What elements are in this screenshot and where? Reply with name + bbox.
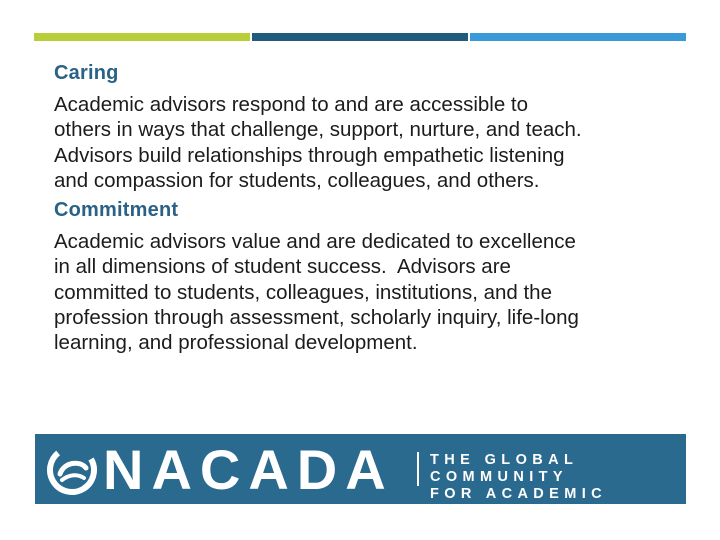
text-line: Academic advisors respond to and are accessible to [54,93,529,116]
logo-divider [417,452,419,486]
nacada-wordmark: NACADA [103,438,394,501]
text-line: Advisors build relationships through empathetic listening [54,143,565,167]
accent-bar-navy [252,33,468,41]
accent-bar-green [34,33,250,41]
accent-bar-blue [470,33,686,41]
tagline-line-1: THE GLOBAL COMMUNITY [430,452,578,485]
logo-tagline [430,452,686,520]
nacada-logo-banner [35,434,686,519]
text-line: in all dimensions of student success. Advisors are [54,255,511,279]
text-line: committed to students, colleagues, institutions, and the [54,280,552,304]
heading-caring: Caring [54,62,119,84]
text-line: Academic advisors value and are dedicated to excellence [54,230,576,254]
paragraph-commitment [54,229,694,355]
paragraph-caring [54,92,694,193]
text-line: others in ways that challenge, support, nurture, and teach. [54,118,582,142]
nacada-swirl-icon [46,444,98,496]
tagline-line-2: FOR ACADEMIC ADVISING [430,486,608,519]
slide-content [54,60,694,356]
text-line: profession through assessment, scholarly inquiry, life-long [54,306,579,330]
top-color-bars [34,33,686,41]
heading-commitment: Commitment [54,199,179,222]
text-line: learning, and professional development. [54,331,418,355]
text-line: and compassion for students, colleagues, and others. [54,168,540,192]
